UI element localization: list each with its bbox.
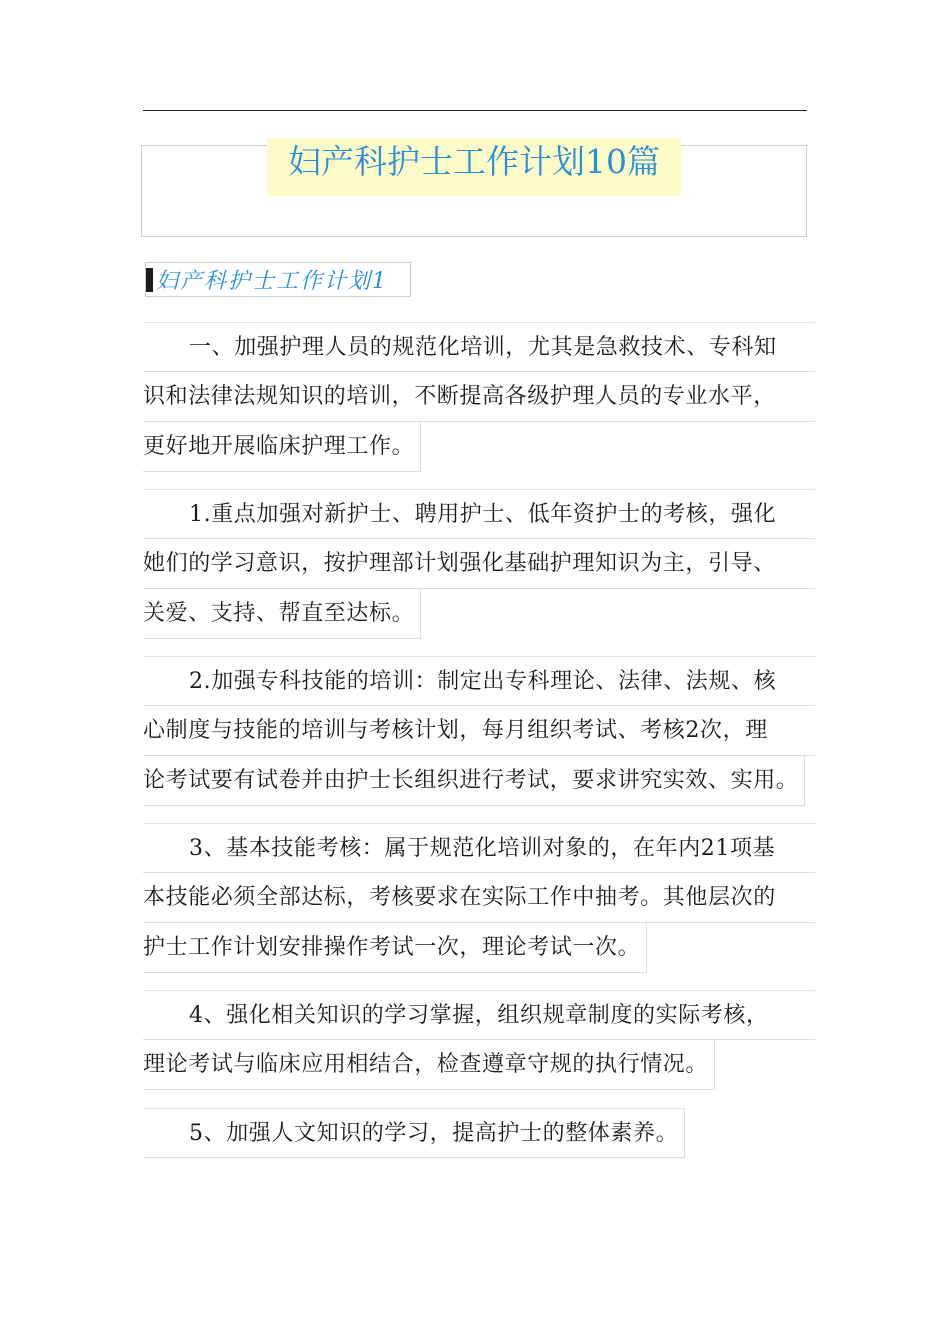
paragraph-line: 5、加强人文知识的学习，提高护士的整体素养。 — [143, 1108, 685, 1158]
paragraph-2 — [143, 489, 815, 639]
paragraph-line: 她们的学习意识，按护理部计划强化基础护理知识为主，引导、 — [143, 539, 815, 589]
paragraph-line: 理论考试与临床应用相结合，检查遵章守规的执行情况。 — [143, 1040, 715, 1090]
paragraph-5 — [143, 990, 815, 1090]
paragraph-line: 本技能必须全部达标，考核要求在实际工作中抽考。其他层次的 — [143, 873, 815, 923]
paragraph-line: 心制度与技能的培训与考核计划，每月组织考试、考核2次，理 — [143, 706, 815, 756]
paragraph-line: 更好地开展临床护理工作。 — [143, 422, 421, 472]
document-title: 妇产科护士工作计划10篇 — [267, 138, 681, 196]
section-heading-text: 妇产科护士工作计划1 — [156, 269, 388, 294]
paragraph-line: 论考试要有试卷并由护士长组织进行考试，要求讲究实效、实用。 — [143, 756, 805, 806]
paragraph-line: 3、基本技能考核：属于规范化培训对象的，在年内21项基 — [143, 823, 815, 873]
header-rule — [143, 110, 807, 111]
paragraph-line: 一、加强护理人员的规范化培训，尤其是急救技术、专科知 — [143, 322, 815, 372]
heading-marker — [146, 268, 153, 292]
paragraph-line: 护士工作计划安排操作考试一次，理论考试一次。 — [143, 923, 647, 973]
paragraph-line: 2.加强专科技能的培训：制定出专科理论、法律、法规、核 — [143, 656, 815, 706]
paragraph-3 — [143, 656, 815, 806]
paragraph-4 — [143, 823, 815, 973]
paragraph-6 — [143, 1108, 815, 1158]
paragraph-line: 4、强化相关知识的学习掌握，组织规章制度的实际考核， — [143, 990, 815, 1040]
paragraph-1 — [143, 322, 815, 472]
paragraph-line: 关爱、支持、帮直至达标。 — [143, 589, 421, 639]
paragraph-line: 1.重点加强对新护士、聘用护士、低年资护士的考核，强化 — [143, 489, 815, 539]
paragraph-line: 识和法律法规知识的培训，不断提高各级护理人员的专业水平， — [143, 372, 815, 422]
section-heading — [145, 262, 411, 297]
